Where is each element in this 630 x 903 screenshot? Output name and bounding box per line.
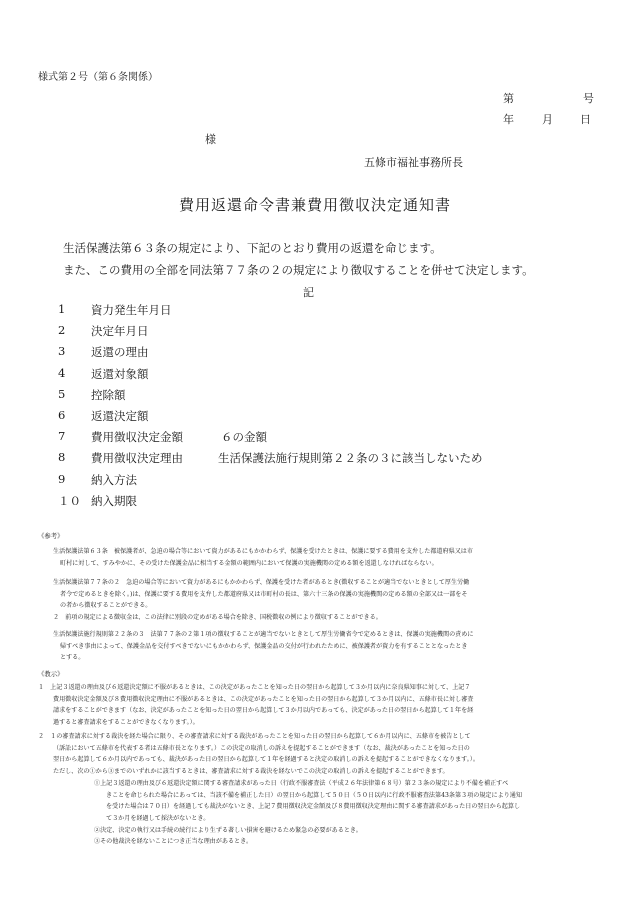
text-line: ただし、次の①から③までのいずれかに該当するときは、審査請求に対する裁決を経ないでこの決定の取消しの訴えを提起することができます。 — [53, 768, 449, 776]
date-day: 日 — [580, 113, 591, 126]
item-label: 資力発生年月日 — [91, 303, 172, 317]
item-list — [58, 302, 598, 514]
item-label: 決定年月日 — [91, 324, 149, 339]
list-item — [58, 408, 598, 429]
body-line-2: また、この費用の全部を同法第７７条の２の規定により徴収することを併せて決定します。 — [63, 263, 534, 277]
list-item — [58, 387, 598, 408]
text-line: きことを命じられた場合にあっては、当該不備を補正した日）の翌日から起算して５０日（５０日以内に行政不服審査法第43条第３項の規定により通知 — [106, 791, 522, 799]
list-item — [58, 344, 598, 365]
reference-para-2 — [38, 577, 598, 624]
list-item — [58, 450, 598, 471]
date-month: 月 — [542, 113, 553, 126]
list-item — [58, 429, 598, 450]
instruction-para-1 — [38, 682, 598, 729]
item-label: 納入方法 — [91, 472, 137, 487]
addressee-suffix: 様 — [205, 133, 216, 146]
text-line: １ 上記３返還の理由及び６返還決定額に不服があるときは、この決定があったことを知った日の翌日から起算して３か月以内に奈良県知事に対して、上記７ — [38, 684, 471, 691]
list-item — [58, 472, 598, 493]
item-number: 8 — [58, 450, 66, 465]
text-line: の者から徴収することができる。 — [60, 602, 152, 610]
item-number: １０ — [58, 493, 81, 508]
item-number: 9 — [58, 471, 66, 486]
text-line: ①上記３返還の理由及び６返還決定額に関する審査請求があった日（行政不服審査法（平成２６年法律第６８号）第２３条の規定により不備を補正すべ — [94, 779, 509, 787]
text-line: て３か月を経過して採決がないとき。 — [106, 814, 210, 822]
instruction-para-2 — [38, 731, 598, 848]
item-label: 返還対象額 — [91, 366, 149, 381]
text-line: 生活保護法第７７条の２ 急迫の場合等において資力があるにもかかわらず、保護を受けた者があるとき(徴収することが適当でないときとして厚生労働 — [53, 579, 470, 586]
text-line: 過すると審査請求をすることができなくなります。）。 — [53, 719, 199, 727]
item-number: 2 — [58, 323, 66, 338]
item-number: 4 — [58, 365, 66, 380]
form-number: 様式第２号（第６条関係） — [38, 72, 158, 83]
list-item — [58, 493, 598, 514]
item-value: 生活保護法施行規則第２２条の３に該当しないため — [218, 451, 483, 466]
item-label: 費用徴収決定理由 — [91, 451, 183, 466]
item-number: 7 — [58, 429, 66, 444]
text-line: 生活保護法第６３条 被保護者が、急迫の場合等において資力があるにもかかわらず、保護を受けたときは、保護に要する費用を支弁した都道府県又は市 — [53, 548, 473, 555]
text-line: 帰すべき事由によって、保護金品を交付すべきでないにもかかわらず、保護金品の交付が行われたために、被保護者が資力を有することとなったとき — [60, 642, 468, 650]
text-line: ②決定、決定の執行又は手続の続行により生ずる著しい損害を避けるため緊急の必要があるとき。 — [94, 826, 362, 834]
reference-heading: 《参考》 — [38, 532, 64, 540]
number-label-right: 号 — [583, 92, 594, 105]
item-number: 1 — [58, 302, 66, 316]
item-number: 6 — [58, 407, 66, 422]
item-label: 返還決定額 — [91, 408, 149, 423]
item-label: 控除額 — [91, 387, 126, 402]
text-line: （訴訟において五條市を代表する者は五條市長となります。）この決定の取消しの訴えを提起することができます（なお、裁決があったことを知った日の — [53, 744, 470, 752]
reference-para-3 — [38, 629, 598, 664]
item-label: 納入期限 — [91, 493, 137, 508]
text-line: 町村に対して、すみやかに、その受けた保護金品に相当する金額の範囲内において保護の実施機関の定める額を返還しなければならない。 — [60, 559, 438, 567]
item-label: 返還の理由 — [91, 345, 149, 360]
ki-mark: 記 — [303, 286, 314, 299]
text-line: ③その他裁決を経ないことにつき正当な理由があるとき。 — [94, 838, 253, 846]
item-label: 費用徴収決定金額 — [91, 430, 183, 445]
text-line: 翌日から起算して６か月以内であっても、裁決があった日の翌日から起算して１年を経過すると決定の取消しの訴えを提起することができなくなります。）。 — [53, 756, 479, 764]
issuer-name: 五條市福祉事務所長 — [364, 156, 463, 169]
reference-para-1 — [38, 546, 598, 569]
instruction-heading: 《教示》 — [38, 670, 64, 678]
item-value: ６の金額 — [221, 430, 267, 445]
number-label-left: 第 — [503, 92, 514, 105]
list-item — [58, 366, 598, 387]
text-line: を受けた場合は７０日）を経過しても裁決がないとき、上記７費用徴収決定金額及び８費用徴収決定理由に関する審査請求があった日の翌日から起算し — [106, 803, 521, 811]
list-item — [58, 302, 598, 323]
text-line: 者令で定めるときを除く。)は、保護に要する費用を支弁した都道府県又は市町村の長は、第六十三条の保護の実施機関の定める額の全部又は一部をそ — [60, 590, 468, 598]
text-line: ２ １の審査請求に対する裁決を経た場合に限り、その審査請求に対する裁決があったことを知った日の翌日から起算して６か月以内に、五條市を被告として — [38, 733, 471, 740]
list-item — [58, 323, 598, 344]
item-number: 5 — [58, 386, 66, 401]
item-number: 3 — [58, 344, 66, 359]
text-line: 請求をすることができます（なお、決定があったことを知った日の翌日から起算して３か月以内であっても、決定があった日の翌日から起算して１年を経 — [53, 707, 474, 715]
text-line: 生活保護法施行規則第２２条の３ 法第７７条の２第１項の徴収することが適当でないときとして厚生労働省令で定めるときは、保護の実施機関の責めに — [53, 631, 474, 638]
body-line-1: 生活保護法第６３条の規定により、下記のとおり費用の返還を命じます。 — [63, 241, 442, 255]
date-year: 年 — [503, 113, 514, 126]
document-title: 費用返還命令書兼費用徴収決定通知書 — [178, 196, 451, 214]
text-line: ２ 前項の規定による徴収金は、この法律に別段の定めがある場合を除き、国税徴収の例により徴収することができる。 — [53, 614, 382, 622]
text-line: とする。 — [60, 654, 85, 662]
text-line: 費用徴収決定金額及び８費用徴収決定理由に不服があるときは、この決定があったことを知った日の翌日から起算して３か月以内に、五條市長に対し審査 — [53, 695, 474, 703]
